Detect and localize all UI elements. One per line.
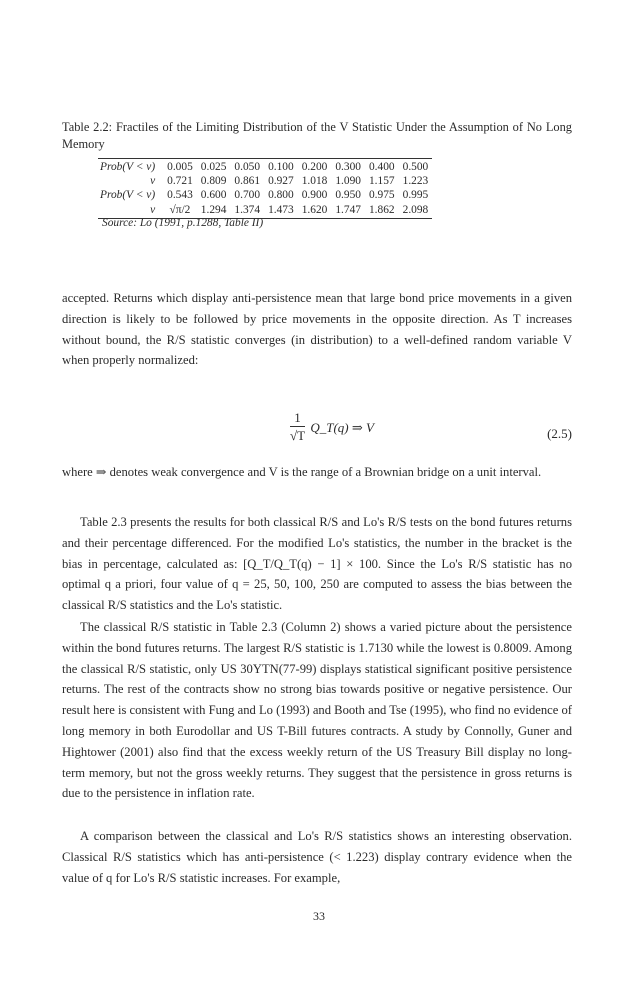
row-label: v <box>98 203 163 219</box>
table-row <box>98 188 432 202</box>
equation-denominator: √T <box>290 428 306 443</box>
table-cell: 1.473 <box>264 203 298 219</box>
table-cell: 0.900 <box>301 189 328 202</box>
table-cell: 2.098 <box>399 203 433 219</box>
table-cell: 0.025 <box>197 159 231 175</box>
table-cell: √π/2 <box>163 203 197 219</box>
table-cell: 0.861 <box>234 175 261 188</box>
table-cell: 0.500 <box>399 159 433 175</box>
table-cell: 1.374 <box>230 203 264 219</box>
row-label: Prob(V < v) <box>98 159 163 175</box>
table-cell: 0.200 <box>298 159 332 175</box>
equation-body: Q_T(q) ⇒ V <box>310 419 374 435</box>
paragraph <box>62 826 572 888</box>
paragraph-text: The classical R/S statistic in Table 2.3 (Column 2) shows a varied picture about the persistence within the bond futures returns. The largest R/S statistic is 1.7130 while the lowest is 0.8009. Among the classical R/S statistic, only US 30YTN(77-99) displays statistical significant positive persistence returns. The rest of the contracts show no strong bias towards positive or negative persistence. Our result here is consistent with Fung and Lo (1993) and Booth and Tse (1995), who find no evidence of long memory in both Eurodollar and US T-Bill futures contracts. A study by Connolly, Guner and Hightower (2001) also find that the excess weekly return of the US Treasury Bill display no long-term memory, but not the gross weekly returns. They suggest that the persistence in gross returns is due to the persistence in inflation rate. <box>62 620 572 801</box>
paragraph <box>62 512 572 616</box>
row-label: v <box>150 175 156 188</box>
table-row <box>98 203 432 219</box>
table-cell: 0.005 <box>163 159 197 175</box>
table-cell: 0.809 <box>200 175 227 188</box>
paragraph-text: where ⇒ denotes weak convergence and V is the range of a Brownian bridge on a unit interval. <box>62 465 542 479</box>
table-source: Source: Lo (1991, p.1288, Table II) <box>102 217 264 229</box>
table-cell: 1.747 <box>331 203 365 219</box>
table-cell: 0.050 <box>230 159 264 175</box>
paragraph <box>62 288 572 371</box>
table-cell: 0.721 <box>167 175 193 188</box>
table-cell: 1.157 <box>368 175 395 188</box>
caption-text: Fractiles of the Limiting Distribution of the V Statistic Under the Assumption of No Long Memory <box>62 120 572 151</box>
equation-numerator: 1 <box>290 410 305 427</box>
table-row <box>98 159 432 175</box>
paragraph-text: Table 2.3 presents the results for both classical R/S and Lo's R/S tests on the bond futures returns and their percentage differenced. For the modified Lo's statistics, the number in the bracket is the bias in percentage, calculated as: [Q_T/Q_T(q) − 1] × 100. Since the Lo's R/S statistic has no optimal q a priori, four value of q = 25, 50, 100, 250 are computed to assess the bias between the classical R/S statistics and the Lo's statistic. <box>62 515 572 613</box>
equation-fraction <box>290 410 305 445</box>
table-cell: 0.600 <box>200 189 227 202</box>
caption-label: Table 2.2: <box>62 120 113 134</box>
row-label: Prob(V < v) <box>100 189 156 202</box>
fractiles-table <box>98 158 432 219</box>
table-cell: 1.018 <box>301 175 328 188</box>
table-cell: 1.620 <box>298 203 332 219</box>
table-cell: 0.300 <box>331 159 365 175</box>
table-cell: 0.950 <box>335 189 361 202</box>
table-cell: 0.543 <box>167 189 193 202</box>
paragraph-text: A comparison between the classical and Lo's R/S statistics shows an interesting observation. Classical R/S statistics which has anti-persistence (< 1.223) display contrary evidence when the value of q for Lo's R/S statistic increases. For example, <box>62 829 572 885</box>
table-cell: 0.927 <box>268 175 294 188</box>
table-cell: 1.294 <box>197 203 231 219</box>
table-row <box>98 174 432 188</box>
table-cell: 1.862 <box>365 203 399 219</box>
table-cell: 0.700 <box>234 189 261 202</box>
table-cell: 0.995 <box>402 189 429 202</box>
page-number: 33 <box>313 909 325 923</box>
paragraph <box>62 617 572 804</box>
paragraph <box>62 462 572 483</box>
equation-number: (2.5) <box>547 426 572 441</box>
table-cell: 1.223 <box>402 175 429 188</box>
paragraph-text: accepted. Returns which display anti-persistence mean that large bond price movements in a given direction is likely to be followed by price movements in the opposite direction. As T increases without bound, the R/S statistic converges (in distribution) to a well-defined random variable V when properly normalized: <box>62 291 572 368</box>
table-cell: 0.100 <box>264 159 298 175</box>
table-cell: 0.400 <box>365 159 399 175</box>
table-cell: 0.975 <box>368 189 395 202</box>
table-caption <box>62 119 572 153</box>
table-cell: 1.090 <box>335 175 361 188</box>
table-cell: 0.800 <box>268 189 294 202</box>
equation-2-5 <box>62 410 572 460</box>
